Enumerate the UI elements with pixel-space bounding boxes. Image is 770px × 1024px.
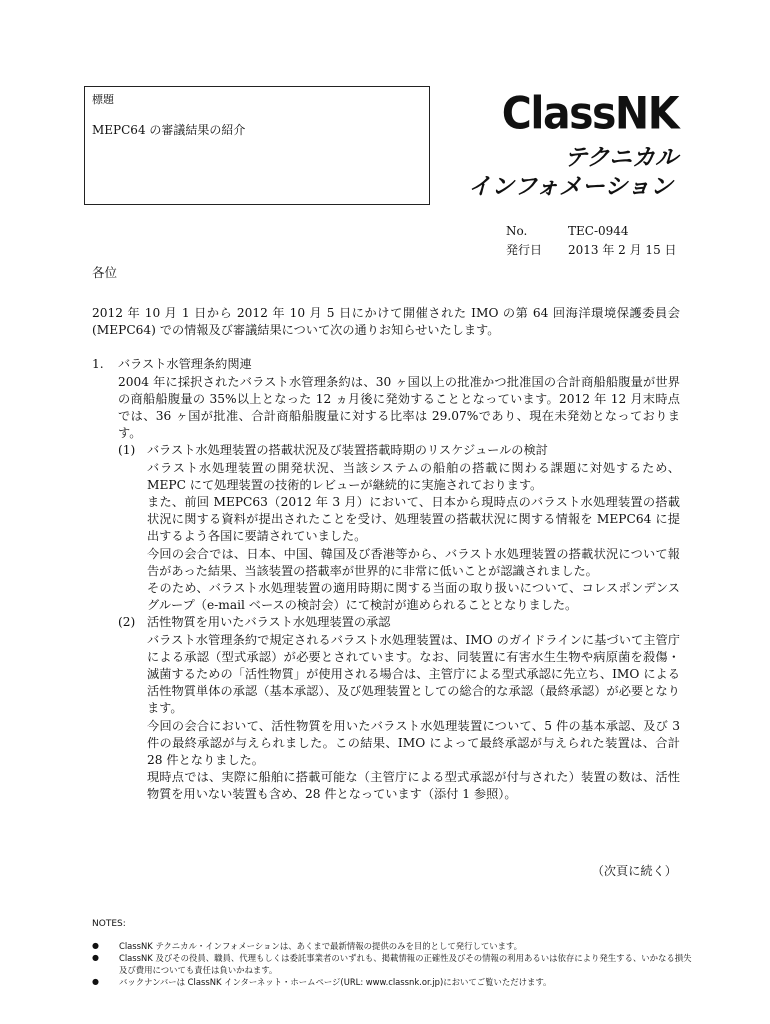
subsection-2-paragraph: 今回の会合において、活性物質を用いたバラスト水処理装置について、5 件の基本承認、及び 3 件の最終承認が与えられました。この結果、IMO によって最終承認が与えられた装置は、合計 28 件となりました。	[147, 718, 680, 768]
classnk-logo	[468, 87, 678, 200]
issue-date-label: 発行日	[506, 243, 543, 257]
subsection-1-number: (1)	[118, 443, 136, 458]
subsection-2-heading	[118, 614, 680, 631]
subsection-1-paragraph: また、前回 MEPC63（2012 年 3 月）において、日本から現時点のバラスト水処理装置の搭載状況に関する資料が提出されたことを受け、処理装置の搭載状況に関する情報を MEPC64 に提出するよう各国に要請されていました。	[147, 495, 680, 544]
logo-line-technical: テクニカル	[564, 145, 678, 171]
subsection-1-paragraph: そのため、バラスト水処理装置の適用時期に関する当面の取り扱いについて、コレスポンデンスグループ（e-mail ベースの検討会）にて検討が進められることとなりました。	[147, 581, 680, 613]
salutation: 各位	[92, 265, 118, 280]
notes-section	[92, 918, 692, 988]
intro-paragraph: 2012 年 10 月 1 日から 2012 年 10 月 5 日にかけて開催された IMO の第 64 回海洋環境保護委員会 (MEPC64) での情報及び審議結果について次の通りお知らせいたします。	[92, 306, 680, 338]
bullet-icon: ●	[92, 941, 99, 950]
bullet-icon: ●	[92, 977, 99, 986]
notes-item	[92, 952, 692, 976]
subsection-2-number: (2)	[118, 615, 136, 630]
subsection-1-title: バラスト水処理装置の搭載状況及び装置搭載時期のリスケジュールの検討	[147, 443, 548, 458]
section-1-heading	[92, 356, 680, 373]
document-title: MEPC64 の審議結果の紹介	[92, 123, 246, 137]
logo-line-information: インフォメーション	[468, 174, 673, 200]
notes-item	[92, 976, 692, 988]
notes-item-text: ClassNK テクニカル・インフォメーションは、あくまで最新情報の提供のみを目的として発行しています。	[119, 941, 523, 951]
title-label: 標題	[92, 93, 114, 106]
bullet-icon: ●	[92, 953, 99, 962]
subsection-1-paragraph: バラスト水処理装置の開発状況、当該システムの船舶の搭載に関わる課題に対処するため、MEPC にて処理装置の技術的レビューが継続的に実施されております。	[147, 460, 680, 492]
section-1-text: 2004 年に採択されたバラスト水管理条約は、30 ヶ国以上の批准かつ批准国の合計商船船腹量が世界の商船船腹量の 35%以上となった 12 ヵ月後に発効することとなっています。2012 年 12 月末時点では、36 ヶ国が批准、合計商船船腹量に対する比率は 29.07%であり、現在未発効となっております。	[118, 374, 680, 441]
section-1-title: バラスト水管理条約関連	[118, 357, 252, 372]
subsection-2-paragraph: バラスト水管理条約で規定されるバラスト水処理装置は、IMO のガイドラインに基づいて主管庁による承認（型式承認）が必要とされています。なお、同装置に有害水生生物や病原菌を殺傷・滅菌するための「活性物質」が使用される場合は、主管庁による型式承認に先立ち、IMO による活性物質単体の承認（基本承認）、及び処理装置としての総合的な承認（最終承認）が必要となります。	[147, 632, 680, 716]
document-body	[92, 305, 680, 804]
notes-heading: NOTES:	[92, 919, 126, 929]
subsection-1-paragraph: 今回の会合では、日本、中国、韓国及び香港等から、バラスト水処理装置の搭載状況について報告があった結果、当該装置の搭載率が世界的に非常に低いことが認識されました。	[147, 546, 680, 578]
issue-date-value: 2013 年 2 月 15 日	[568, 243, 677, 257]
logo-brand: ClassNK	[501, 87, 678, 140]
subsection-1-heading	[118, 442, 680, 459]
title-box	[84, 86, 430, 205]
doc-number-value: TEC-0944	[568, 224, 629, 238]
section-1-number: 1.	[92, 357, 104, 372]
subsection-2-paragraph: 現時点では、実際に船舶に搭載可能な（主管庁による型式承認が付与された）装置の数は、活性物質を用いない装置も含め、28 件となっています（添付 1 参照）。	[147, 770, 680, 802]
notes-item	[92, 940, 692, 952]
doc-number-label: No.	[506, 224, 528, 238]
notes-item-text: ClassNK 及びその役員、職員、代理もしくは委託事業者のいずれも、掲載情報の正確性及びその情報の利用あるいは依存により発生する、いかなる損失及び費用についても責任は負いかねます。	[119, 953, 692, 975]
notes-item-text: バックナンバーは ClassNK インターネット・ホームページ(URL: www.classnk.or.jp)においてご覧いただけます。	[119, 977, 552, 987]
continued-note: （次頁に続く）	[591, 864, 677, 878]
document-info	[506, 222, 677, 260]
subsection-2-title: 活性物質を用いたバラスト水処理装置の承認	[147, 615, 391, 630]
